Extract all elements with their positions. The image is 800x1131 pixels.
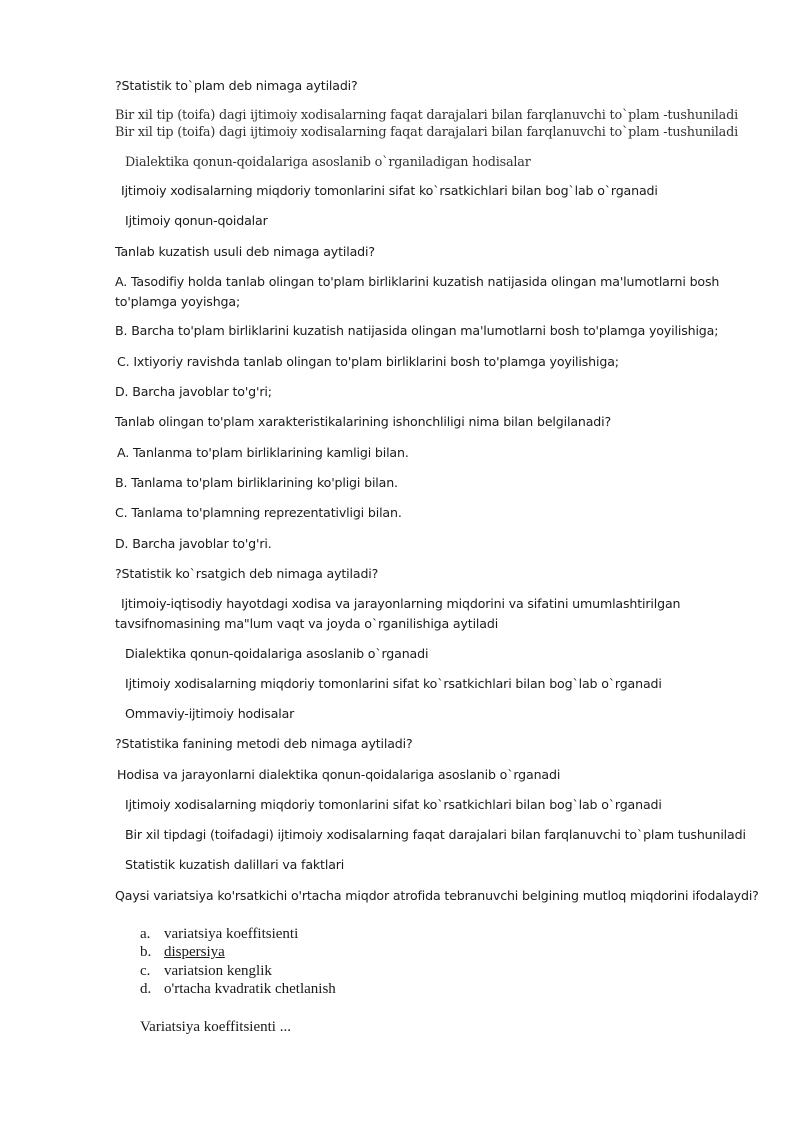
answer-line: B. Barcha to'plam birliklarini kuzatish natijasida olingan ma'lumotlarni bosh to'plamga yoyilishiga; <box>115 323 719 338</box>
option-marker: b. <box>140 944 152 961</box>
answer-line: D. Barcha javoblar to'g'ri; <box>115 384 272 399</box>
option-text: o'rtacha kvadratik chetlanish <box>164 981 336 998</box>
question-statistical-population: ?Statistik to`plam deb nimaga aytiladi? <box>115 78 358 93</box>
trailing-question: Variatsiya koeffitsienti ... <box>140 1019 291 1035</box>
answer-line: Ijtimoiy xodisalarning miqdoriy tomonlarini sifat ko`rsatkichlari bilan bog`lab o`rganadi <box>125 676 662 691</box>
option-text: variatsion kenglik <box>164 962 272 979</box>
question-statistical-indicator: ?Statistik ko`rsatgich deb nimaga aytiladi? <box>115 566 379 581</box>
answer-line: C. Tanlama to'plamning reprezentativligi bilan. <box>115 505 402 520</box>
answer-line: Bir xil tip (toifa) dagi ijtimoiy xodisalarning faqat darajalari bilan farqlanuvchi to`plam -tushuniladi Bir xil tip (toifa) dagi ijtimoiy xodisalarning faqat darajalari bilan farqlanuvchi to`plam -tushuniladi <box>115 108 739 140</box>
option-marker: a. <box>140 926 151 942</box>
option-marker: d. <box>140 981 152 998</box>
answer-line: Ijtimoiy xodisalarning miqdoriy tomonlarini sifat ko`rsatkichlari bilan bog`lab o`rganadi <box>121 183 658 198</box>
answer-line: Ijtimoiy xodisalarning miqdoriy tomonlarini sifat ko`rsatkichlari bilan bog`lab o`rganadi <box>125 797 662 812</box>
question-statistics-method: ?Statistika fanining metodi deb nimaga aytiladi? <box>115 736 413 751</box>
answer-line: Dialektika qonun-qoidalariga asoslanib o`rganiladigan hodisalar <box>125 155 531 170</box>
option-text: dispersiya <box>164 944 225 961</box>
answer-line: A. Tanlanma to'plam birliklarining kamligi bilan. <box>117 445 409 460</box>
question-sampling-method: Tanlab kuzatish usuli deb nimaga aytiladi? <box>115 244 375 259</box>
option-item <box>140 943 336 961</box>
option-list <box>140 925 336 999</box>
answer-line: Ijtimoiy-iqtisodiy hayotdagi xodisa va jarayonlarning miqdorini va sifatini umumlashtirilgan tavsifnomasining ma"lum vaqt va joyda o`rganilishiga aytiladi <box>115 596 681 631</box>
answer-line: D. Barcha javoblar to'g'ri. <box>115 536 272 551</box>
option-item <box>140 925 336 943</box>
answer-line: A. Tasodifiy holda tanlab olingan to'plam birliklarini kuzatish natijasida olingan ma'lumotlarni bosh to'plamga yoyishga; <box>115 274 720 309</box>
option-marker: c. <box>140 962 151 979</box>
answer-line: Statistik kuzatish dalillari va faktlari <box>125 857 345 872</box>
answer-line: Ommaviy-ijtimoiy hodisalar <box>125 706 295 721</box>
answer-line: C. Ixtiyoriy ravishda tanlab olingan to'plam birliklarini bosh to'plamga yoyilishiga; <box>117 354 619 369</box>
question-variation-indicator: Qaysi variatsiya ko'rsatkichi o'rtacha miqdor atrofida tebranuvchi belgining mutloq miqdorini ifodalaydi? <box>115 888 759 903</box>
answer-line: B. Tanlama to'plam birliklarining ko'pligi bilan. <box>115 475 398 490</box>
option-text: variatsiya koeffitsienti <box>164 926 299 942</box>
answer-line: Ijtimoiy qonun-qoidalar <box>125 213 268 228</box>
answer-line: Bir xil tipdagi (toifadagi) ijtimoiy xodisalarning faqat darajalari bilan farqlanuvchi to`plam tushuniladi <box>125 827 746 842</box>
answer-line: Hodisa va jarayonlarni dialektika qonun-qoidalariga asoslanib o`rganadi <box>117 767 561 782</box>
answer-line: Dialektika qonun-qoidalariga asoslanib o`rganadi <box>125 646 429 661</box>
question-sample-reliability: Tanlab olingan to'plam xarakteristikalarining ishonchliligi nima bilan belgilanadi? <box>115 414 612 429</box>
option-item <box>140 962 336 980</box>
option-item <box>140 980 336 998</box>
